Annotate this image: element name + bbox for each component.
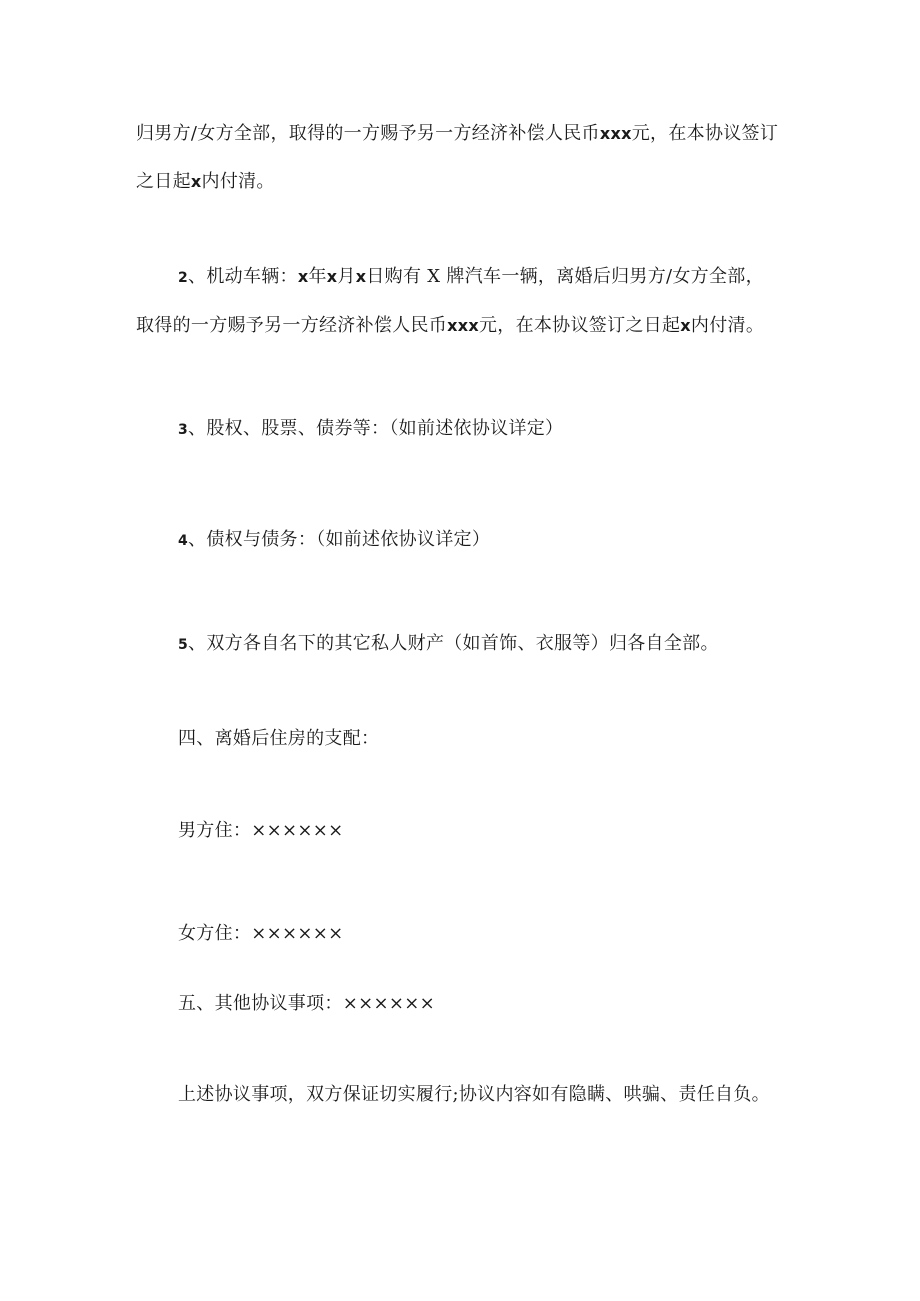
paragraph-1-line-2 [136,171,275,193]
text-segment: 年 [308,266,327,287]
item-number: 3 [178,422,189,438]
section-4-heading: 四、离婚后住房的支配： [178,728,380,749]
item-5 [178,633,719,656]
item-4 [178,529,490,552]
text-segment: 内付清。 [690,315,765,336]
section-5-heading: 五、其他协议事项：×××××× [178,993,435,1014]
days-placeholder: x [190,172,202,191]
text-segment: 归男方/女方全部，取得的一方赐予另一方经济补偿人民币 [136,123,600,144]
text-segment: 取得的一方赐予另一方经济补偿人民币 [136,315,448,336]
item-number: 5 [178,637,189,653]
item-3 [178,418,563,441]
item-text: 、债权与债务：（如前述依协议详定） [188,529,491,550]
item-2-line-2 [136,315,764,337]
item-text: 、股权、股票、债券等：（如前述依协议详定） [188,418,564,439]
month-placeholder: x [326,267,338,286]
closing-statement: 上述协议事项，双方保证切实履行;协议内容如有隐瞒、哄骗、责任自负。 [178,1084,770,1105]
year-placeholder: x [297,267,309,286]
text-segment: 元，在本协议签订之日起 [478,315,681,336]
text-segment: 元，在本协议签订 [631,123,779,144]
text-segment: 、机动车辆： [188,266,298,287]
day-placeholder: x [355,267,367,286]
amount-placeholder: xxx [447,316,479,335]
item-number: 2 [178,270,189,286]
text-segment: 内付清。 [201,171,275,192]
item-2-line-1 [178,266,764,289]
item-number: 4 [178,533,189,549]
item-text: 、双方各自名下的其它私人财产（如首饰、衣服等）归各自全部。 [188,633,719,654]
paragraph-1-line-1 [136,123,778,145]
text-segment: 日购有 X 牌汽车一辆，离婚后归男方/女方全部， [366,266,764,287]
text-segment: 之日起 [136,171,191,192]
male-residence: 男方住：×××××× [178,820,344,841]
days-placeholder: x [680,316,691,335]
female-residence: 女方住：×××××× [178,923,344,944]
amount-placeholder: xxx [599,124,632,143]
text-segment: 月 [337,266,356,287]
